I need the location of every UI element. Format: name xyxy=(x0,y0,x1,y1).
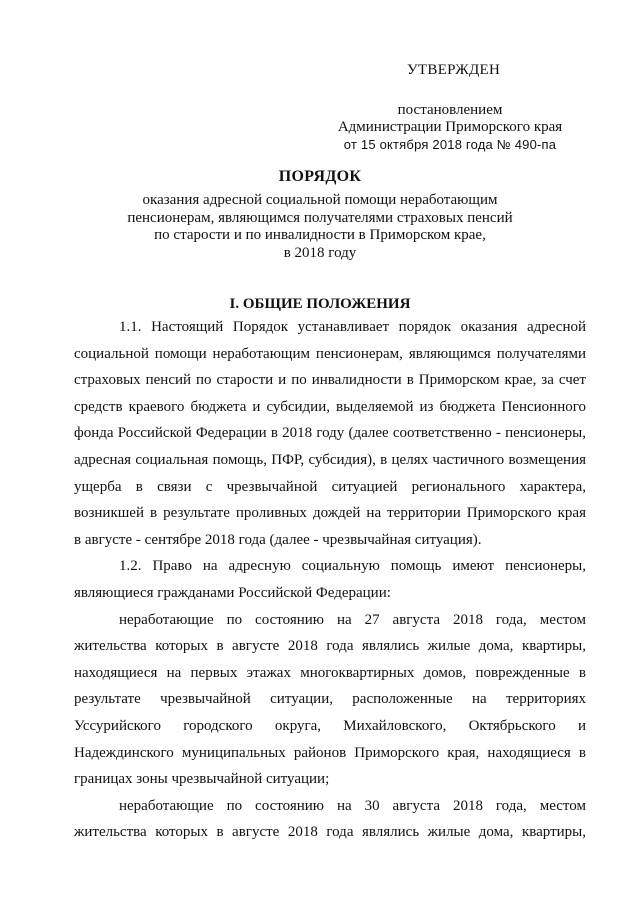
body-line: социальной помощи неработающим пенсионерам, являющимся получателями xyxy=(74,345,586,362)
body-line: 1.2. Право на адресную социальную помощь имеют пенсионеры, xyxy=(119,558,586,575)
body-line: Уссурийского городского округа, Михайловского, Октябрьского и xyxy=(74,717,586,734)
body-line: жительства которых в августе 2018 года являлись жилые дома, квартиры, xyxy=(74,824,586,841)
document-title: ПОРЯДОК xyxy=(278,168,362,185)
subtitle-line: по старости и по инвалидности в Приморском крае, xyxy=(154,227,486,243)
section-heading: I. ОБЩИЕ ПОЛОЖЕНИЯ xyxy=(229,296,411,312)
body-line: неработающие по состоянию на 27 августа 2018 года, местом xyxy=(119,611,586,628)
document-subtitle xyxy=(110,192,530,262)
body-line: средств краевого бюджета и субсидии, выделяемой из бюджета Пенсионного xyxy=(74,398,586,415)
body-line: Надеждинского муниципальных районов Приморского края, находящиеся в xyxy=(74,744,586,761)
body-line: являющиеся гражданами Российской Федерации: xyxy=(74,584,391,601)
body-line: адресная социальная помощь, ПФР, субсидия), в целях частичного возмещения xyxy=(74,451,586,468)
body-line: в августе - сентябре 2018 года (далее - чрезвычайная ситуация). xyxy=(74,531,482,548)
body-line: жительства которых в августе 2018 года являлись жилые дома, квартиры, xyxy=(74,638,586,655)
approval-line-authority: Администрации Приморского края xyxy=(337,119,563,135)
approval-reference xyxy=(330,102,570,153)
body-line: результате чрезвычайной ситуации, расположенные на территориях xyxy=(74,691,586,708)
body-line: возникшей в результате проливных дождей на территории Приморского края xyxy=(74,505,586,522)
body-line: страховых пенсий по старости и по инвалидности в Приморском крае, за счет xyxy=(74,372,586,389)
document-body xyxy=(74,314,586,846)
subtitle-line: в 2018 году xyxy=(283,244,357,261)
body-line: границах зоны чрезвычайной ситуации; xyxy=(74,771,330,788)
body-line: неработающие по состоянию на 30 августа 2018 года, местом xyxy=(119,797,586,814)
subtitle-line: пенсионерам, являющимся получателями страховых пенсий xyxy=(127,209,513,226)
body-line: фонда Российской Федерации в 2018 году (далее соответственно - пенсионеры, xyxy=(74,425,586,442)
subtitle-line: оказания адресной социальной помощи неработающим xyxy=(142,192,498,208)
approval-stamp-title: УТВЕРЖДЕН xyxy=(407,62,501,78)
body-line: 1.1. Настоящий Порядок устанавливает порядок оказания адресной xyxy=(119,319,586,335)
body-line: ущерба в связи с чрезвычайной ситуацией регионального характера, xyxy=(74,478,586,495)
body-line: находящиеся на первых этажах многоквартирных домов, поврежденные в xyxy=(74,664,586,681)
approval-line-decree: постановлением xyxy=(397,102,503,118)
approval-line-date: от 15 октября 2018 года № 490-па xyxy=(343,137,557,152)
